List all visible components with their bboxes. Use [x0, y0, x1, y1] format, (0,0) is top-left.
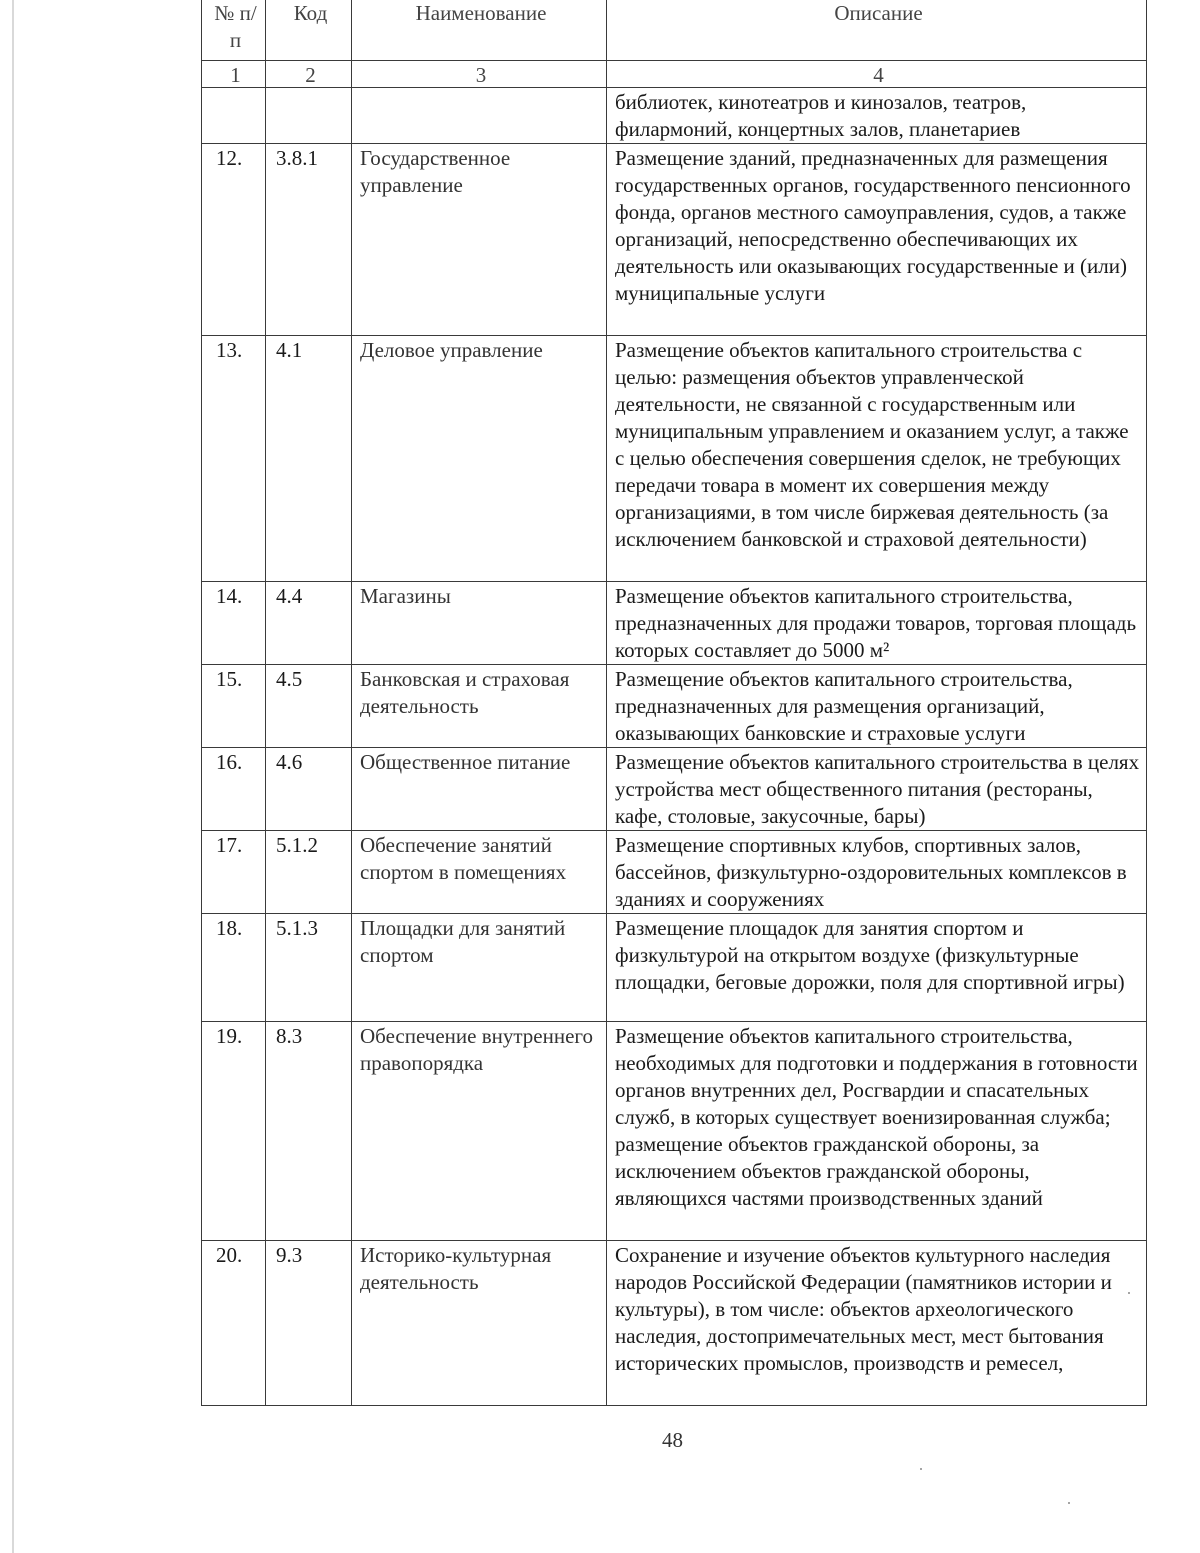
row-name [352, 87, 607, 143]
row-code: 5.1.3 [266, 913, 352, 1021]
row-code: 5.1.2 [266, 830, 352, 913]
table-row [202, 1021, 1147, 1240]
row-name: Обеспечение занятий спортом в помещениях [352, 830, 607, 913]
header-num: № п/п [202, 0, 266, 60]
row-num: 15. [202, 664, 266, 747]
row-name: Деловое управление [352, 335, 607, 581]
header-code: Код [266, 0, 352, 60]
row-name: Общественное питание [352, 747, 607, 830]
row-desc: Сохранение и изучение объектов культурного наследия народов Российской Федерации (памятников истории и культуры), в том числе: объектов археологического наследия, достопримечательных мест, мест бытования исторических промыслов, производств и ремесел, [607, 1240, 1147, 1405]
row-name: Площадки для занятий спортом [352, 913, 607, 1021]
scan-speck [920, 1468, 922, 1470]
land-use-table [201, 0, 1147, 1406]
page-number: 48 [662, 1428, 683, 1452]
row-num: 16. [202, 747, 266, 830]
row-desc: Размещение спортивных клубов, спортивных залов, бассейнов, физкультурно-оздоровительных комплексов в зданиях и сооружениях [607, 830, 1147, 913]
row-code [266, 87, 352, 143]
column-number: 4 [607, 60, 1147, 87]
row-code: 4.4 [266, 581, 352, 664]
header-name: Наименование [352, 0, 607, 60]
table-row [202, 747, 1147, 830]
row-desc: Размещение объектов капитального строительства, необходимых для подготовки и поддержания в готовности органов внутренних дел, Росгвардии и спасательных служб, в которых существует военизированная служба; размещение объектов гражданской обороны, за исключением объектов гражданской обороны, являющихся частями производственных зданий [607, 1021, 1147, 1240]
row-code: 4.5 [266, 664, 352, 747]
column-number: 3 [352, 60, 607, 87]
row-num: 13. [202, 335, 266, 581]
header-desc: Описание [607, 0, 1147, 60]
row-num: 14. [202, 581, 266, 664]
row-num: 12. [202, 143, 266, 335]
table-row [202, 581, 1147, 664]
table-row [202, 143, 1147, 335]
row-desc: Размещение объектов капитального строительства, предназначенных для размещения организаций, оказывающих банковские и страховые услуги [607, 664, 1147, 747]
table-row [202, 664, 1147, 747]
table-row [202, 830, 1147, 913]
row-name: Магазины [352, 581, 607, 664]
table-row [202, 335, 1147, 581]
row-desc: Размещение объектов капитального строительства в целях устройства мест общественного питания (рестораны, кафе, столовые, закусочные, бары) [607, 747, 1147, 830]
row-num: 18. [202, 913, 266, 1021]
row-name: Обеспечение внутреннего правопорядка [352, 1021, 607, 1240]
scan-speck [1128, 1292, 1130, 1294]
row-name: Историко-культурная деятельность [352, 1240, 607, 1405]
row-code: 8.3 [266, 1021, 352, 1240]
row-desc: Размещение объектов капитального строительства, предназначенных для продажи товаров, торговая площадь которых составляет до 5000 м² [607, 581, 1147, 664]
row-desc: Размещение зданий, предназначенных для размещения государственных органов, государственного пенсионного фонда, органов местного самоуправления, судов, а также организаций, непосредственно обеспечивающих их деятельность или оказывающих государственные и (или) муниципальные услуги [607, 143, 1147, 335]
row-code: 9.3 [266, 1240, 352, 1405]
row-name: Государственное управление [352, 143, 607, 335]
row-desc: библиотек, кинотеатров и кинозалов, театров, филармоний, концертных залов, планетариев [607, 87, 1147, 143]
scan-speck [1068, 1502, 1070, 1504]
table-header-row [202, 0, 1147, 60]
row-desc: Размещение площадок для занятия спортом и физкультурой на открытом воздухе (физкультурные площадки, беговые дорожки, поля для спортивной игры) [607, 913, 1147, 1021]
column-number-row [202, 60, 1147, 87]
row-num: 17. [202, 830, 266, 913]
row-num [202, 87, 266, 143]
row-code: 4.6 [266, 747, 352, 830]
table-row [202, 913, 1147, 1021]
row-code: 3.8.1 [266, 143, 352, 335]
table-row [202, 1240, 1147, 1405]
scan-edge-line [12, 0, 14, 1553]
row-num: 20. [202, 1240, 266, 1405]
column-number: 2 [266, 60, 352, 87]
table-row [202, 87, 1147, 143]
row-code: 4.1 [266, 335, 352, 581]
column-number: 1 [202, 60, 266, 87]
row-num: 19. [202, 1021, 266, 1240]
row-name: Банковская и страховая деятельность [352, 664, 607, 747]
row-desc: Размещение объектов капитального строительства с целью: размещения объектов управленческой деятельности, не связанной с государственным или муниципальным управлением и оказанием услуг, а также с целью обеспечения совершения сделок, не требующих передачи товара в момент их совершения между организациями, в том числе биржевая деятельность (за исключением банковской и страховой деятельности) [607, 335, 1147, 581]
